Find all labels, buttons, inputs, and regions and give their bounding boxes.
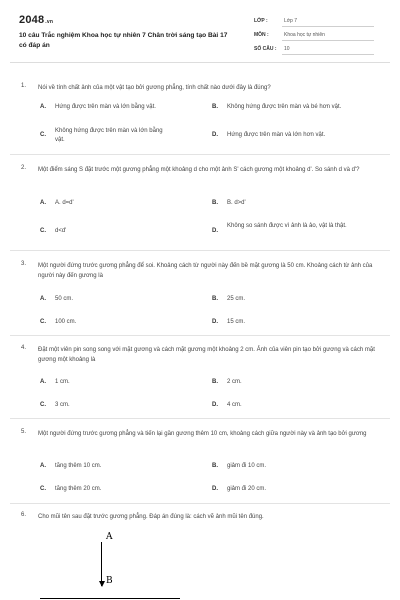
- option-letter: C.: [40, 319, 46, 325]
- logo-suffix: .vn: [45, 19, 54, 25]
- option-text: 50 cm.: [55, 296, 74, 302]
- question-divider: [10, 335, 390, 336]
- option-letter: D.: [212, 402, 218, 408]
- question-divider: [10, 154, 390, 155]
- option-text: tăng thêm 10 cm.: [55, 463, 102, 469]
- option-text: Hứng được trên màn và lớn bằng vật.: [55, 104, 156, 110]
- option-letter: B.: [212, 463, 218, 469]
- mirror-line: [40, 598, 180, 599]
- option-letter: A.: [40, 104, 46, 110]
- option-letter: C.: [40, 132, 46, 138]
- question-text: Một điểm sáng S đặt trước một gương phẳng một khoảng d cho một ảnh S' cách gương một khoảng d'. So sánh d và d'?: [38, 167, 360, 173]
- question-divider: [10, 503, 390, 504]
- option-letter: C.: [40, 228, 46, 234]
- option-text: 25 cm.: [227, 296, 246, 302]
- option-letter: D.: [212, 319, 218, 325]
- option-letter: B.: [212, 104, 218, 110]
- option-letter: D.: [212, 228, 218, 234]
- question-text: Cho mũi tên sau đặt trước gương phẳng. Đáp án đúng là: cách vẽ ảnh mũi tên đúng.: [38, 514, 264, 520]
- meta-key: MÔN :: [254, 32, 269, 38]
- meta-underline: [282, 54, 374, 55]
- question-divider: [10, 418, 390, 419]
- header-divider: [10, 62, 390, 63]
- option-text: giảm đi 10 cm.: [227, 463, 267, 469]
- option-letter: C.: [40, 486, 46, 492]
- meta-value: Khoa học tự nhiên: [284, 32, 325, 38]
- question-text: Một người đứng trước gương phẳng để soi. Khoảng cách từ người này đến bề mặt gương là 50 cm. Khoảng cách từ ảnh của người này đến gương là: [38, 263, 373, 279]
- option-letter: A.: [40, 379, 46, 385]
- option-text: Không so sánh được vì ảnh là ảo, vật là thật.: [227, 223, 347, 229]
- question-text: Một người đứng trước gương phẳng và tiến lại gần gương thêm 10 cm, khoảng cách giữa người này và ảnh tạo bởi gương: [38, 431, 367, 437]
- option-letter: C.: [40, 402, 46, 408]
- option-text: Không hứng được trên màn và lớn bằng vật.: [55, 128, 163, 143]
- question-text: Nói về tính chất ảnh của một vật tạo bởi gương phẳng, tính chất nào dưới đây là đúng?: [38, 85, 271, 91]
- option-letter: A.: [40, 200, 46, 206]
- option-text: 4 cm.: [227, 402, 242, 408]
- option-text: A. d=d': [55, 200, 74, 206]
- option-text: giảm đi 20 cm.: [227, 486, 267, 492]
- meta-key: LỚP :: [254, 18, 268, 24]
- question-number: 2.: [21, 165, 27, 171]
- meta-underline: [282, 26, 374, 27]
- option-letter: A.: [40, 296, 46, 302]
- question-number: 1.: [21, 83, 27, 89]
- point-b-label: B: [106, 576, 113, 586]
- arrow-mirror-figure: [70, 530, 210, 600]
- question-number: 3.: [21, 261, 27, 267]
- option-text: 15 cm.: [227, 319, 246, 325]
- question-number: 4.: [21, 345, 27, 351]
- point-a-label: A: [106, 532, 113, 542]
- option-letter: B.: [212, 200, 218, 206]
- option-text: d<d': [55, 228, 67, 234]
- option-letter: B.: [212, 296, 218, 302]
- meta-underline: [282, 40, 374, 41]
- option-text: Không hứng được trên màn và bé hơn vật.: [227, 104, 342, 110]
- question-divider: [10, 250, 390, 251]
- option-text: tăng thêm 20 cm.: [55, 486, 102, 492]
- option-letter: D.: [212, 132, 218, 138]
- site-logo[interactable]: [19, 14, 53, 26]
- logo-text: 2048: [19, 14, 45, 26]
- option-text: B. d>d': [227, 200, 246, 206]
- arrow-shaft: [101, 542, 102, 586]
- question-number: 5.: [21, 429, 27, 435]
- option-text: 100 cm.: [55, 319, 77, 325]
- meta-value: Lớp 7: [284, 18, 298, 24]
- arrow-head-icon: [99, 581, 105, 587]
- meta-value: 10: [284, 46, 290, 52]
- option-text: 2 cm.: [227, 379, 242, 385]
- question-number: 6.: [21, 512, 27, 518]
- meta-key: SỐ CÂU :: [254, 46, 277, 52]
- option-letter: B.: [212, 379, 218, 385]
- option-text: 3 cm.: [55, 402, 70, 408]
- option-letter: D.: [212, 486, 218, 492]
- option-text: Hứng được trên màn và lớn hơn vật.: [227, 132, 326, 138]
- option-text: 1 cm.: [55, 379, 70, 385]
- question-text: Đặt một viên pin song song với mặt gương và cách mặt gương một khoảng 2 cm. Ảnh của viên pin tạo bởi gương và cách mặt gương một khoảng là: [38, 347, 375, 363]
- document-title: 10 câu Trắc nghiệm Khoa học tự nhiên 7 Chân trời sáng tạo Bài 17 có đáp án: [19, 32, 228, 49]
- option-letter: A.: [40, 463, 46, 469]
